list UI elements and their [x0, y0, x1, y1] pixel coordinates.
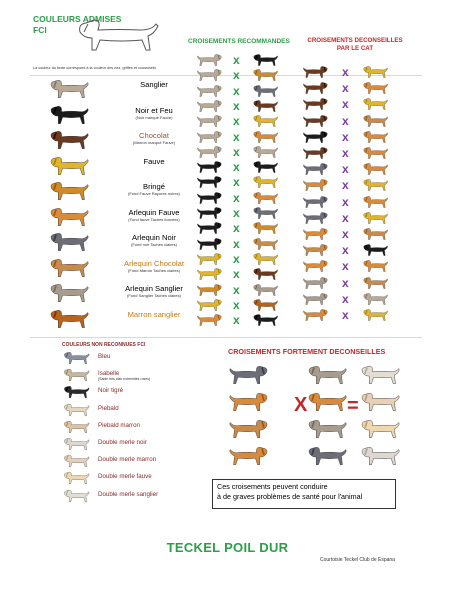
dachshund-icon: [33, 179, 101, 203]
dachshund-icon: [60, 384, 86, 400]
color-name: Isabelle: [98, 370, 120, 378]
dachshund-icon: [303, 64, 329, 80]
not-recognized-item: [98, 422, 140, 429]
dachshund-icon: [228, 390, 254, 406]
dachshund-icon: [250, 236, 276, 252]
cross-symbol: x: [342, 65, 349, 79]
dachshund-icon: [197, 144, 223, 160]
admitted-color-item: [104, 233, 204, 247]
dachshund-icon: [360, 64, 386, 80]
dachshund-icon: [33, 205, 101, 229]
not-recognized-item: [98, 405, 119, 412]
warning-line2: à de graves problèmes de santé pour l'animal: [217, 492, 363, 501]
cross-symbol: x: [233, 251, 240, 266]
dachshund-icon: [33, 307, 101, 331]
dachshund-icon: [303, 96, 329, 112]
cross-symbol: x: [233, 129, 240, 144]
dachshund-icon: [302, 444, 328, 460]
cross-symbol: x: [342, 194, 349, 209]
dachshund-icon: [60, 436, 86, 452]
color-name: Chocolat: [139, 131, 169, 140]
color-name: Arlequin Noir: [132, 233, 176, 242]
dachshund-icon: [250, 220, 276, 236]
color-description: (Fond fauve Taches foncées): [128, 216, 180, 222]
color-description: (Marron marqué Fauve): [132, 140, 176, 145]
cross-symbol: x: [233, 206, 240, 220]
dachshund-icon: [303, 307, 329, 323]
color-name: Double merle marron: [98, 456, 157, 464]
cross-symbol: x: [342, 210, 349, 225]
color-name: Double merle fauve: [98, 473, 152, 481]
color-description: (Sable très clair extrémités roses): [98, 377, 151, 382]
dachshund-icon: [303, 242, 329, 258]
admitted-color-item: [104, 157, 204, 166]
dachshund-icon: [303, 194, 329, 210]
dachshund-icon: [250, 129, 276, 145]
dachshund-icon: [33, 77, 101, 101]
recommended-crosses-title: CROISEMENTS RECOMMANDES: [188, 38, 290, 45]
dachshund-icon: [355, 363, 381, 379]
admitted-color-item: [104, 106, 204, 120]
dachshund-icon: [360, 258, 386, 274]
dachshund-icon: [197, 282, 223, 298]
footer-title: TECKEL POIL DUR: [166, 540, 289, 555]
color-name: Fauve: [143, 156, 165, 166]
dachshund-outline-illustration: [68, 14, 160, 58]
cross-symbol: x: [342, 146, 349, 160]
color-name: Piebald marron: [98, 421, 140, 429]
dachshund-icon: [302, 417, 328, 433]
dachshund-icon: [197, 236, 223, 252]
strong-equals-symbol: =: [347, 395, 359, 417]
dachshund-icon: [360, 226, 386, 242]
dachshund-icon: [303, 80, 329, 96]
dachshund-icon: [360, 96, 386, 112]
color-name: Arlequin Fauve: [128, 207, 180, 217]
cross-symbol: x: [342, 162, 349, 177]
dachshund-icon: [250, 144, 276, 160]
not-recognized-item: [98, 456, 156, 463]
cross-symbol: x: [342, 291, 349, 306]
color-name: Bringé: [143, 182, 165, 191]
dachshund-icon: [355, 390, 381, 406]
warning-line1: Ces croisements peuvent conduire: [217, 482, 328, 491]
dachshund-icon: [60, 367, 86, 383]
dachshund-icon: [303, 113, 329, 129]
dachshund-icon: [197, 312, 223, 328]
dachshund-icon: [228, 417, 254, 433]
dachshund-icon: [250, 83, 276, 99]
dachshund-icon: [250, 282, 276, 298]
cross-symbol: x: [342, 227, 349, 241]
dachshund-icon: [360, 80, 386, 96]
color-name: Arlequin Sanglier: [125, 284, 183, 293]
dachshund-icon: [197, 67, 223, 83]
dachshund-icon: [197, 190, 223, 206]
dachshund-icon: [302, 363, 328, 379]
dachshund-icon: [197, 52, 223, 68]
dachshund-icon: [250, 297, 276, 313]
admitted-title-line2: FCI: [33, 25, 47, 35]
dachshund-icon: [60, 402, 86, 418]
cross-symbol: x: [233, 53, 240, 67]
dachshund-icon: [250, 266, 276, 282]
color-description: (Fond Marron Taches claires): [128, 267, 180, 273]
color-name: Arlequin Chocolat: [124, 258, 184, 268]
dachshund-icon: [303, 161, 329, 177]
cross-symbol: x: [342, 97, 349, 112]
dachshund-icon: [303, 210, 329, 226]
not-recommended-title-line1: CROISEMENTS DECONSEILLES: [307, 37, 403, 44]
color-note: La couleur du texte correspond à la couleur des nez, griffes et coussinets: [33, 66, 156, 70]
color-description: (Fond Fauve Rayures noires): [127, 191, 181, 196]
cross-symbol: x: [342, 243, 349, 258]
cross-symbol: x: [233, 282, 240, 297]
dachshund-icon: [303, 226, 329, 242]
cross-symbol: x: [233, 175, 240, 190]
dachshund-icon: [33, 230, 101, 254]
dachshund-icon: [250, 205, 276, 221]
cross-symbol: x: [233, 98, 240, 113]
footer-credit: Courtoisie Teckel Club de Espana: [320, 557, 395, 563]
cross-symbol: x: [342, 113, 349, 128]
health-warning-box: [212, 479, 396, 509]
cross-symbol: x: [342, 275, 349, 290]
dachshund-icon: [197, 174, 223, 190]
admitted-title-line1: COULEURS ADMISES: [33, 14, 122, 24]
color-name: Marron sanglier: [127, 309, 181, 319]
dachshund-icon: [60, 470, 86, 486]
dachshund-icon: [250, 52, 276, 68]
dachshund-icon: [355, 417, 381, 433]
not-recognized-item: [98, 353, 110, 360]
dachshund-icon: [360, 145, 386, 161]
not-recognized-title: COULEURS NON RECONNUES FCI: [62, 342, 146, 348]
dachshund-icon: [360, 177, 386, 193]
dachshund-icon: [60, 453, 86, 469]
dachshund-icon: [197, 297, 223, 313]
cross-symbol: x: [233, 68, 240, 83]
dachshund-icon: [360, 113, 386, 129]
dachshund-icon: [355, 444, 381, 460]
dachshund-icon: [250, 159, 276, 175]
admitted-color-item: [104, 284, 204, 298]
dachshund-icon: [360, 275, 386, 291]
admitted-color-item: [104, 208, 204, 222]
dachshund-icon: [197, 83, 223, 99]
dachshund-icon: [250, 113, 276, 129]
dachshund-icon: [360, 194, 386, 210]
admitted-color-item: [104, 310, 204, 319]
dachshund-icon: [33, 128, 101, 152]
dachshund-icon: [197, 98, 223, 114]
dachshund-icon: [33, 103, 101, 127]
color-description: (Fond noir Taches claires): [131, 242, 177, 247]
cross-symbol: x: [233, 160, 240, 175]
color-name: Piebald: [98, 404, 119, 412]
not-recognized-item: [98, 439, 147, 446]
dachshund-icon: [197, 159, 223, 175]
cross-symbol: x: [342, 129, 349, 144]
dachshund-icon: [33, 154, 101, 178]
dachshund-icon: [303, 258, 329, 274]
dachshund-icon: [60, 350, 86, 366]
dachshund-icon: [228, 363, 254, 379]
color-name: Double merle sanglier: [98, 490, 159, 498]
dachshund-icon: [228, 444, 254, 460]
color-name: Sanglier: [140, 80, 168, 89]
dachshund-icon: [303, 275, 329, 291]
cross-symbol: x: [233, 190, 240, 205]
cross-symbol: x: [342, 259, 349, 274]
dachshund-icon: [60, 488, 86, 504]
dachshund-icon: [303, 177, 329, 193]
cross-symbol: x: [342, 178, 349, 193]
cross-symbol: x: [342, 308, 349, 322]
dachshund-icon: [250, 98, 276, 114]
cross-symbol: x: [233, 313, 240, 328]
cross-symbol: x: [233, 83, 240, 98]
not-recognized-item: [98, 370, 150, 381]
not-recognized-item: [98, 473, 152, 480]
cross-symbol: x: [233, 236, 240, 251]
not-recommended-title-line2: PAR LE CAT: [336, 45, 374, 52]
dachshund-icon: [303, 129, 329, 145]
cross-symbol: x: [233, 267, 240, 282]
dachshund-icon: [197, 205, 223, 221]
color-description: (Noir marqué Fauve): [135, 114, 173, 120]
admitted-color-item: [104, 131, 204, 145]
dachshund-icon: [360, 291, 386, 307]
dachshund-icon: [60, 419, 86, 435]
color-name: Noir tigré: [98, 387, 124, 395]
dachshund-icon: [197, 113, 223, 129]
dachshund-icon: [197, 266, 223, 282]
dachshund-icon: [250, 312, 276, 328]
mid-divider: [30, 337, 422, 338]
color-name: Bleu: [98, 353, 111, 360]
cross-symbol: x: [233, 221, 240, 236]
not-recognized-item: [98, 387, 123, 394]
dachshund-icon: [33, 281, 101, 305]
cross-symbol: x: [233, 297, 240, 312]
admitted-color-item: [104, 80, 204, 89]
admitted-color-item: [104, 259, 204, 273]
dachshund-icon: [197, 220, 223, 236]
dachshund-icon: [360, 129, 386, 145]
dachshund-icon: [250, 174, 276, 190]
dachshund-icon: [360, 161, 386, 177]
dachshund-icon: [360, 307, 386, 323]
cross-symbol: x: [233, 144, 240, 159]
dachshund-icon: [197, 251, 223, 267]
cross-symbol: x: [342, 81, 349, 96]
dachshund-icon: [303, 291, 329, 307]
dachshund-icon: [197, 129, 223, 145]
dachshund-icon: [33, 256, 101, 280]
color-name: Noir et Feu: [135, 105, 173, 115]
dachshund-icon: [360, 210, 386, 226]
dachshund-icon: [250, 67, 276, 83]
cross-symbol: x: [233, 114, 240, 129]
not-recognized-item: [98, 491, 158, 498]
strongly-discouraged-title: CROISEMENTS FORTEMENT DECONSEILLES: [228, 347, 386, 356]
strong-cross-symbol: X: [294, 394, 308, 416]
dachshund-icon: [250, 251, 276, 267]
dachshund-icon: [250, 190, 276, 206]
color-description: (Fond Sanglier Taches claires): [127, 293, 181, 298]
dachshund-icon: [303, 145, 329, 161]
admitted-color-item: [104, 182, 204, 196]
color-name: Double merle noir: [98, 439, 147, 446]
dachshund-icon: [360, 242, 386, 258]
not-recommended-title: [300, 37, 410, 53]
